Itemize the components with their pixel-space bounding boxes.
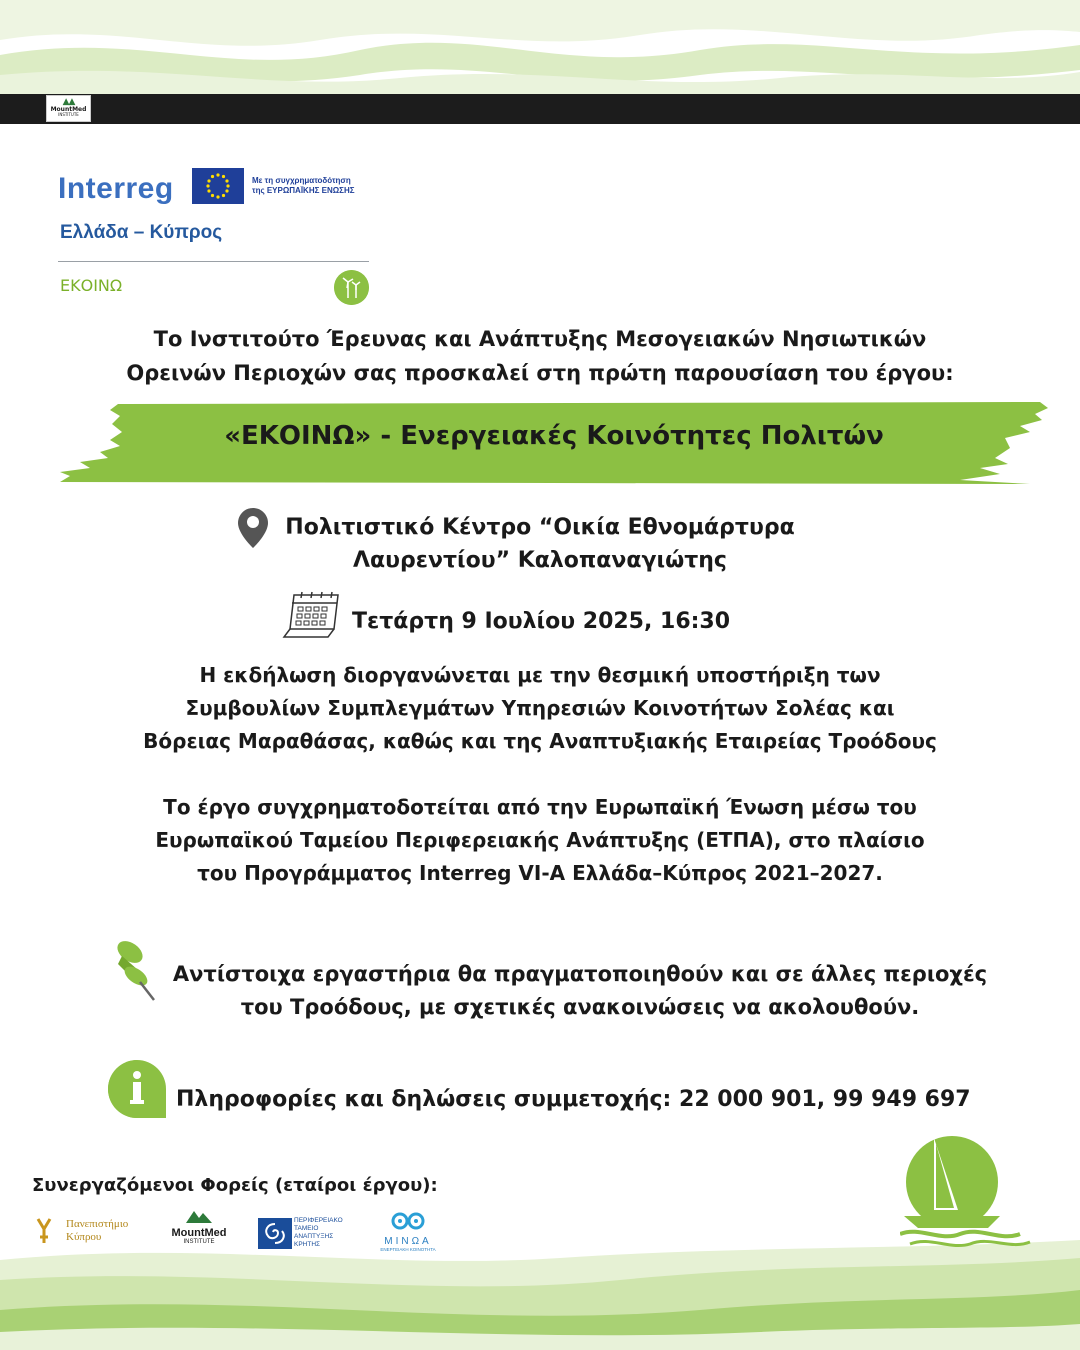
venue-text xyxy=(270,511,810,577)
funding-line1: Το έργο συγχρηματοδοτείται από την Ευρωπαϊκή Ένωση μέσω του xyxy=(163,795,917,819)
top-wave-decoration xyxy=(0,0,1080,94)
eu-text-line2: της ΕΥΡΩΠΑΪΚΗΣ ΕΝΩΣΗΣ xyxy=(252,186,355,195)
ptak-line1: ΠΕΡΙΦΕΡΕΙΑΚΟ xyxy=(294,1217,343,1224)
venue-line2: Λαυρεντίου” Καλοπαναγιώτης xyxy=(353,548,727,573)
sailboat-logo-icon xyxy=(900,1130,1040,1250)
eu-text-line1: Με τη συγχρηματοδότηση xyxy=(252,176,351,185)
mountmed-small-sub: INSTITUTE xyxy=(58,112,79,117)
mountain-icon: ▲▲ xyxy=(62,97,75,107)
ucy-line1: Πανεπιστήμιο xyxy=(66,1218,129,1230)
minoa-sub: ΕΝΕΡΓΕΙΑΚΗ ΚΟΙΝΟΤΗΤΑ xyxy=(380,1247,436,1252)
intro-text xyxy=(100,322,980,390)
mountain-icon xyxy=(186,1209,212,1223)
divider xyxy=(58,261,369,262)
minoa-label: ΜΙΝΩΑ xyxy=(384,1236,432,1247)
funding-line3: του Προγράμματος Interreg VI-A Ελλάδα–Κύπρος 2021–2027. xyxy=(197,861,883,885)
intro-line1: Το Ινστιτούτο Έρευνας και Ανάπτυξης Μεσογειακών Νησιωτικών xyxy=(153,327,927,351)
ptak-line3: ΑΝΑΠΤΥΞΗΣ xyxy=(294,1233,334,1240)
workshops-line2: του Τροόδους, με σχετικές ανακοινώσεις να ακολουθούν. xyxy=(240,995,920,1019)
eu-cofunding-text xyxy=(252,176,355,196)
support-paragraph xyxy=(100,659,980,758)
support-line3: Βόρειας Μαραθάσας, καθώς και της Αναπτυξιακής Εταιρείας Τροόδους xyxy=(143,729,937,753)
calendar-icon xyxy=(280,591,344,639)
event-title: «ΕΚΟΙΝΩ» - Ενεργειακές Κοινότητες Πολιτών xyxy=(224,421,884,451)
workshops-text xyxy=(155,958,1005,1024)
ptak-line4: ΚΡΗΤΗΣ xyxy=(294,1241,321,1248)
mountmed-label: MountMed xyxy=(171,1227,227,1239)
bottom-wave-decoration xyxy=(0,1240,1080,1350)
mountmed-small-logo xyxy=(46,95,91,122)
workshops-line1: Αντίστοιχα εργαστήρια θα πραγματοποιηθούν και σε άλλες περιοχές xyxy=(172,962,988,986)
venue-line1: Πολιτιστικό Κέντρο “Οικία Εθνομάρτυρα xyxy=(285,515,795,540)
mountmed-sub: INSTITUTE xyxy=(183,1239,215,1245)
funding-paragraph xyxy=(100,791,980,890)
wind-turbine-icon xyxy=(334,270,369,305)
pushpin-icon xyxy=(108,940,160,1002)
funding-line2: Ευρωπαϊκού Ταμείου Περιφερειακής Ανάπτυξης (ΕΤΠΑ), στο πλαίσιο xyxy=(155,828,925,852)
partners-title: Συνεργαζόμενοι Φορείς (εταίροι έργου): xyxy=(32,1175,438,1196)
ucy-line2: Κύπρου xyxy=(66,1231,102,1243)
eu-flag-icon xyxy=(192,168,244,204)
interreg-logo: Interreg xyxy=(58,172,174,205)
intro-line2: Ορεινών Περιοχών σας προσκαλεί στη πρώτη παρουσίαση του έργου: xyxy=(126,361,954,385)
info-icon xyxy=(108,1060,166,1118)
minoa-symbol-icon xyxy=(388,1210,428,1232)
mountmed-small-label: MountMed xyxy=(50,106,87,113)
location-pin-icon xyxy=(238,508,268,548)
info-contact: Πληροφορίες και δηλώσεις συμμετοχής: 22 000 901, 99 949 697 xyxy=(176,1087,971,1112)
top-dark-bar xyxy=(0,94,1080,124)
ptak-line2: ΤΑΜΕΙΟ xyxy=(294,1225,319,1232)
programme-name: Ελλάδα – Κύπρος xyxy=(60,222,223,243)
project-name: ΕΚΟΙΝΩ xyxy=(60,276,123,295)
support-line2: Συμβουλίων Συμπλεγμάτων Υπηρεσιών Κοινοτήτων Σολέας και xyxy=(185,696,895,720)
event-date: Τετάρτη 9 Ιουλίου 2025, 16:30 xyxy=(352,609,731,634)
support-line1: Η εκδήλωση διοργανώνεται με την θεσμική υποστήριξη των xyxy=(199,663,881,687)
